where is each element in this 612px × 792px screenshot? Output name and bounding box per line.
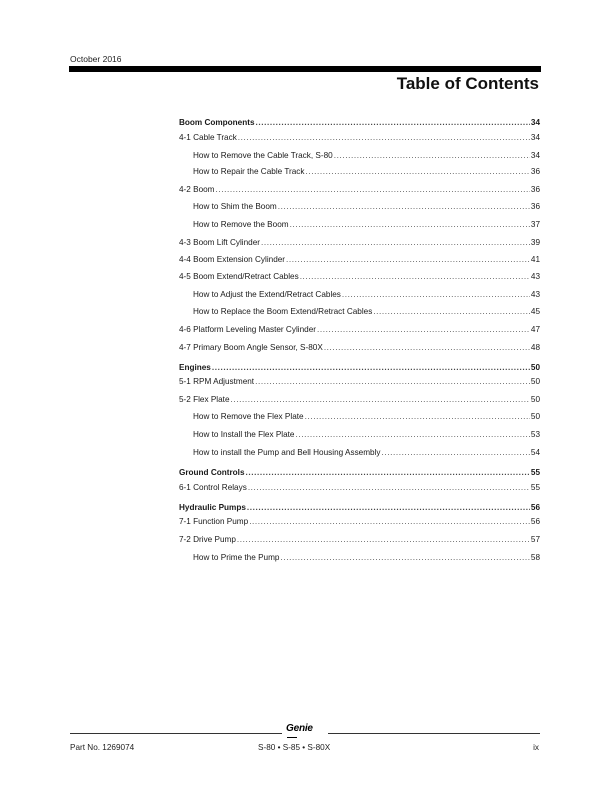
leader-dots <box>382 447 530 458</box>
model-list: S-80 • S-85 • S-80X <box>258 743 331 752</box>
toc-entry-label: Boom Components <box>179 118 255 127</box>
footer-rule-left <box>70 733 282 734</box>
leader-dots <box>305 411 530 422</box>
toc-entry-page: 50 <box>530 363 540 372</box>
toc-entry-page: 45 <box>530 307 540 316</box>
toc-entry[interactable] <box>193 411 540 422</box>
leader-dots <box>255 376 530 387</box>
toc-entry[interactable] <box>179 516 540 527</box>
toc-entry-page: 55 <box>530 468 540 477</box>
toc-entry-page: 54 <box>530 448 540 457</box>
toc-entry-label: 4-2 Boom <box>179 185 215 194</box>
leader-dots <box>237 534 530 545</box>
toc-entry-page: 36 <box>530 185 540 194</box>
toc-entry-page: 50 <box>530 377 540 386</box>
leader-dots <box>261 237 530 248</box>
toc-entry-label: How to Install the Flex Plate <box>193 430 295 439</box>
toc-entry-label: How to Shim the Boom <box>193 202 277 211</box>
toc-entry-label: 7-2 Drive Pump <box>179 535 236 544</box>
toc-entry-page: 56 <box>530 503 540 512</box>
toc-entry-page: 36 <box>530 167 540 176</box>
toc-entry[interactable] <box>179 271 540 282</box>
toc-entry-label: 4-6 Platform Leveling Master Cylinder <box>179 325 316 334</box>
toc-entry-label: 4-4 Boom Extension Cylinder <box>179 255 286 264</box>
leader-dots <box>231 394 530 405</box>
leader-dots <box>248 482 530 493</box>
toc-entry[interactable] <box>179 502 540 513</box>
toc-entry[interactable] <box>179 132 540 143</box>
toc-entry[interactable] <box>179 237 540 248</box>
leader-dots <box>249 516 530 527</box>
leader-dots <box>317 324 530 335</box>
toc-entry-label: 4-1 Cable Track <box>179 133 237 142</box>
toc-entry-label: How to install the Pump and Bell Housing Assembly <box>193 448 381 457</box>
toc-entry-page: 50 <box>530 395 540 404</box>
leader-dots <box>246 467 530 478</box>
toc-entry-page: 39 <box>530 238 540 247</box>
toc-entry[interactable] <box>193 201 540 212</box>
toc-entry[interactable] <box>179 534 540 545</box>
footer-rule-right <box>328 733 540 734</box>
toc-entry-label: 4-5 Boom Extend/Retract Cables <box>179 272 299 281</box>
toc-entry-label: How to Replace the Boom Extend/Retract Cables <box>193 307 373 316</box>
toc-entry[interactable] <box>179 324 540 335</box>
toc-entry-label: How to Remove the Boom <box>193 220 289 229</box>
leader-dots <box>216 184 530 195</box>
leader-dots <box>373 306 530 317</box>
page-title: Table of Contents <box>396 74 539 93</box>
toc-entry-page: 55 <box>530 483 540 492</box>
toc-entry[interactable] <box>179 342 540 353</box>
toc-entry[interactable] <box>179 394 540 405</box>
toc-entry-page: 43 <box>530 290 540 299</box>
toc-entry-label: How to Adjust the Extend/Retract Cables <box>193 290 341 299</box>
toc-entry-page: 34 <box>530 151 540 160</box>
toc-entry-label: How to Remove the Cable Track, S-80 <box>193 151 333 160</box>
toc-entry-page: 43 <box>530 272 540 281</box>
leader-dots <box>300 271 530 282</box>
header-date: October 2016 <box>70 54 122 64</box>
leader-dots <box>238 132 530 143</box>
toc-entry[interactable] <box>193 447 540 458</box>
toc-entry-page: 53 <box>530 430 540 439</box>
leader-dots <box>290 219 530 230</box>
toc-entry-label: 4-7 Primary Boom Angle Sensor, S-80X <box>179 343 323 352</box>
part-number: Part No. 1269074 <box>70 743 135 752</box>
toc-entry[interactable] <box>193 429 540 440</box>
toc-entry[interactable] <box>179 376 540 387</box>
toc-entry-label: How to Prime the Pump <box>193 553 280 562</box>
leader-dots <box>295 429 529 440</box>
toc-entry[interactable] <box>179 362 540 373</box>
toc-entry-page: 37 <box>530 220 540 229</box>
toc-entry-label: Hydraulic Pumps <box>179 503 246 512</box>
leader-dots <box>306 166 530 177</box>
leader-dots <box>278 201 530 212</box>
page-number: ix <box>533 743 539 752</box>
toc-entry[interactable] <box>193 306 540 317</box>
toc-entry[interactable] <box>193 289 540 300</box>
toc-entry-label: 5-2 Flex Plate <box>179 395 230 404</box>
toc-entry-page: 34 <box>530 118 540 127</box>
toc-entry-page: 58 <box>530 553 540 562</box>
leader-dots <box>280 552 529 563</box>
toc-entry-label: 6-1 Control Relays <box>179 483 247 492</box>
toc-entry-page: 34 <box>530 133 540 142</box>
toc-entry-label: 7-1 Function Pump <box>179 517 249 526</box>
leader-dots <box>286 254 530 265</box>
toc-entry[interactable] <box>179 254 540 265</box>
toc-entry-page: 36 <box>530 202 540 211</box>
toc-entry[interactable] <box>193 166 540 177</box>
toc-entry[interactable] <box>179 482 540 493</box>
leader-dots <box>247 502 530 513</box>
leader-dots <box>212 362 530 373</box>
toc-entry[interactable] <box>179 184 540 195</box>
leader-dots <box>256 117 530 128</box>
toc-entry-label: How to Repair the Cable Track <box>193 167 305 176</box>
toc-entry[interactable] <box>193 552 540 563</box>
toc-entry-label: 5-1 RPM Adjustment <box>179 377 255 386</box>
leader-dots <box>342 289 530 300</box>
leader-dots <box>324 342 530 353</box>
genie-logo: Genie <box>286 723 313 734</box>
toc-entry-label: Ground Controls <box>179 468 245 477</box>
toc-entry[interactable] <box>179 467 540 478</box>
toc-entry-page: 50 <box>530 412 540 421</box>
header-rule <box>69 66 541 72</box>
toc-entry-page: 41 <box>530 255 540 264</box>
logo-underline <box>287 737 297 738</box>
toc-entry-page: 47 <box>530 325 540 334</box>
toc-entry-page: 48 <box>530 343 540 352</box>
toc-entry-label: 4-3 Boom Lift Cylinder <box>179 238 260 247</box>
leader-dots <box>334 150 530 161</box>
toc-entry[interactable] <box>193 150 540 161</box>
toc-entry-page: 57 <box>530 535 540 544</box>
toc-entry[interactable] <box>179 117 540 128</box>
toc-entry-label: How to Remove the Flex Plate <box>193 412 304 421</box>
toc-entry[interactable] <box>193 219 540 230</box>
toc-entry-page: 56 <box>530 517 540 526</box>
toc-entry-label: Engines <box>179 363 211 372</box>
